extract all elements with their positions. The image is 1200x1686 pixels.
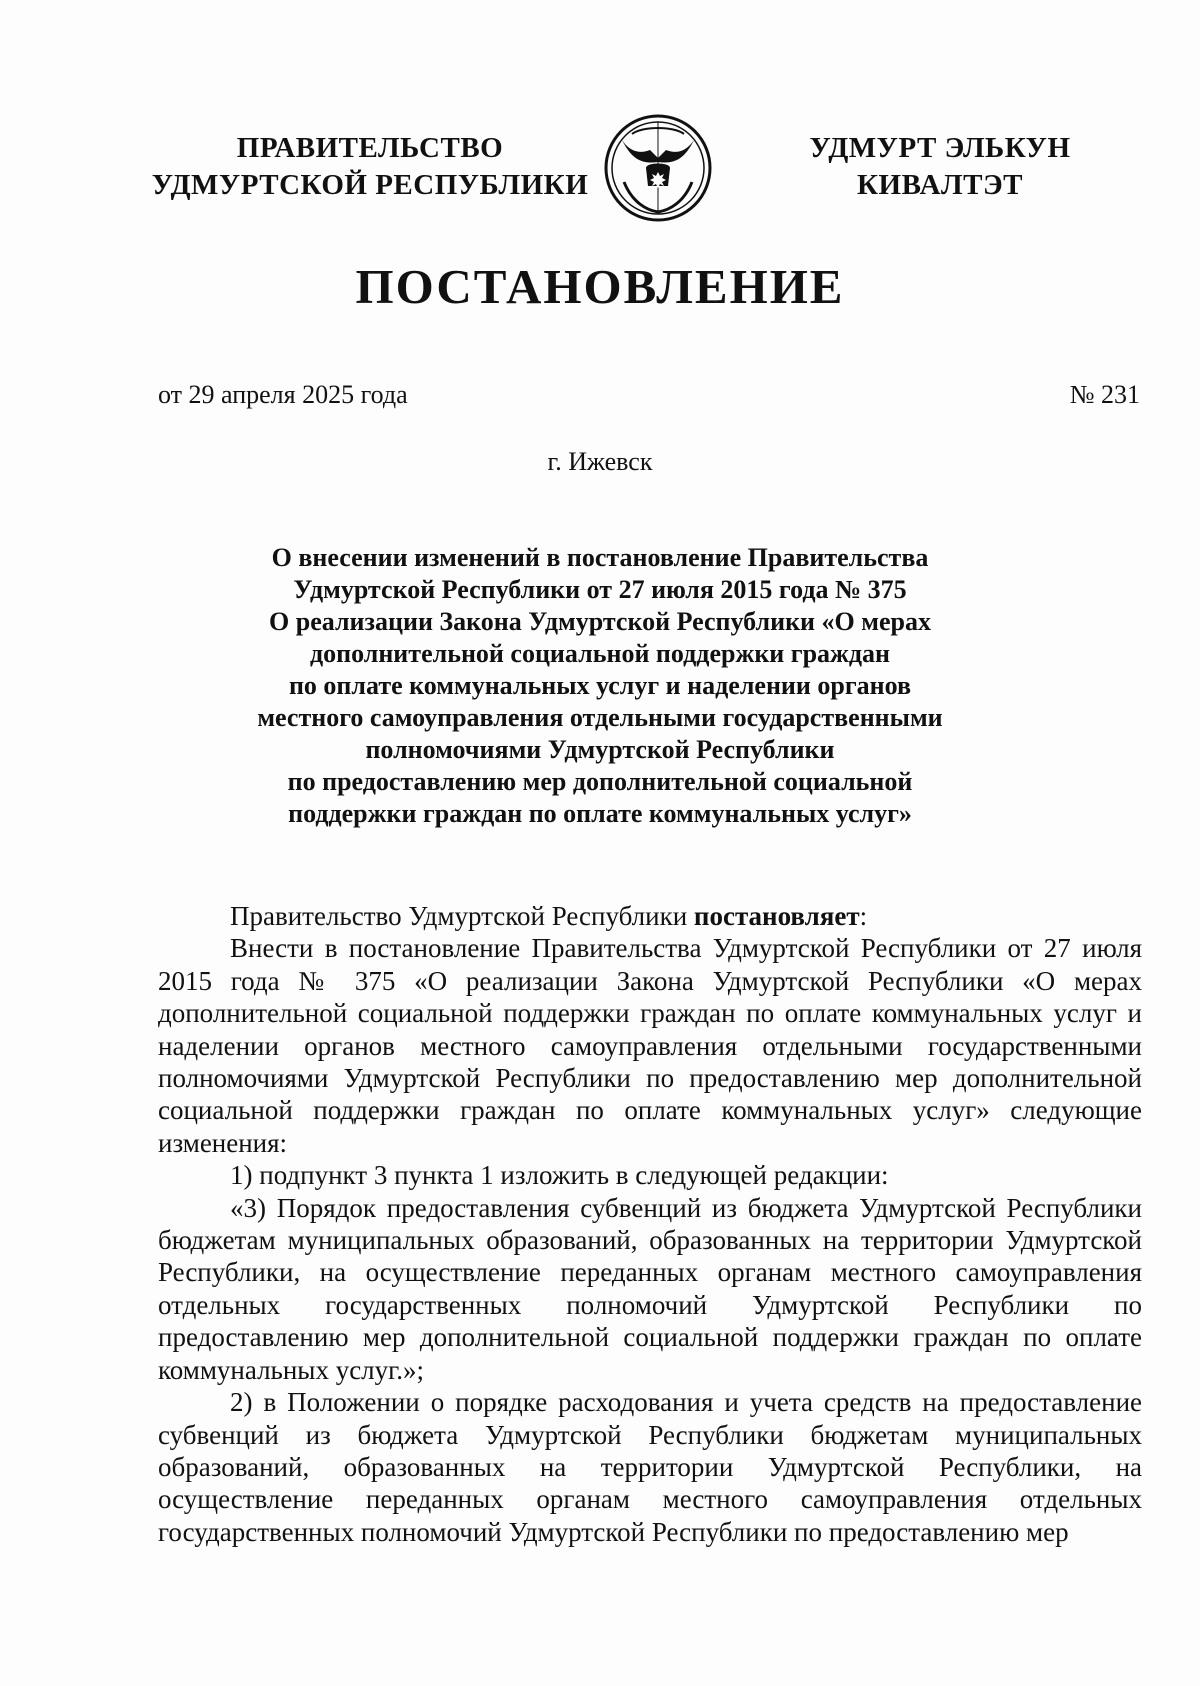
resolution-paragraph: Внести в постановление Правительства Удмуртской Республики от 27 июля 2015 года № 375 «О реализации Закона Удмуртской Республики «О мерах дополнительной социальной поддержки граждан по оплате коммунальных услуг и наделении органов местного самоуправления отдельными государственными полномочиями Удмуртской Республики по предоставлению мер дополнительной социальной поддержки граждан по оплате коммунальных услуг» следующие изменения: — [158, 933, 1142, 1158]
document-type-title: ПОСТАНОВЛЕНИЕ — [355, 259, 845, 314]
document-city: г. Ижевск — [547, 447, 653, 476]
udmurtia-coat-of-arms-icon — [602, 112, 714, 224]
government-name-russian — [150, 130, 590, 204]
intro-text: Правительство Удмуртской Республики — [230, 901, 694, 931]
intro-colon: : — [859, 901, 868, 931]
subject-line: по оплате коммунальных услуг и наделении органов — [288, 671, 912, 700]
subject-line: поддержки граждан по оплате коммунальных услуг» — [288, 799, 912, 828]
amendment-item-1: 1) подпункт 3 пункта 1 изложить в следующей редакции: — [230, 1160, 889, 1191]
document-number: № 231 — [1069, 380, 1140, 409]
subject-line: по предоставлению мер дополнительной социальной — [287, 767, 913, 796]
resolution-intro — [158, 900, 1142, 932]
subject-line: дополнительной социальной поддержки граждан — [309, 639, 891, 668]
government-name-line-2: УДМУРТСКОЙ РЕСПУБЛИКИ — [151, 169, 589, 201]
document-subject — [200, 542, 1000, 830]
subject-line: О внесении изменений в постановление Правительства — [271, 543, 929, 572]
subject-line: Удмуртской Республики от 27 июля 2015 года № 375 — [293, 575, 907, 604]
government-name-line-1: ПРАВИТЕЛЬСТВО — [236, 132, 504, 164]
amendment-item-1-text: «3) Порядок предоставления субвенций из бюджета Удмуртской Республики бюджетам муниципальных образований, образованных на территории Удмуртской Республики, на осуществление переданных органам местного самоуправления отдельных государственных полномочий Удмуртской Республики по предоставлению мер дополнительной социальной поддержки граждан по оплате коммунальных услуг.»; — [158, 1192, 1142, 1385]
udmurt-name-line-1: УДМУРТ ЭЛЬКУН — [809, 132, 1071, 164]
subject-line: О реализации Закона Удмуртской Республики «О мерах — [269, 607, 931, 636]
udmurt-name-line-2: КИВАЛТЭТ — [856, 169, 1023, 201]
amendment-item-2: 2) в Положении о порядке расходования и учета средств на предоставление субвенций из бюджета Удмуртской Республики бюджетам муниципальных образований, образованных на территории Удмуртской Республики, на осуществление переданных органам местного самоуправления отдельных государственных полномочий Удмуртской Республики по предоставлению мер — [158, 1387, 1142, 1547]
document-date: от 29 апреля 2025 года — [158, 380, 408, 409]
government-name-udmurt — [790, 130, 1090, 204]
document-body — [158, 900, 1142, 1548]
subject-line: полномочиями Удмуртской Республики — [365, 735, 835, 764]
intro-keyword: постановляет — [693, 901, 860, 931]
subject-line: местного самоуправления отдельными государственными — [257, 703, 943, 732]
